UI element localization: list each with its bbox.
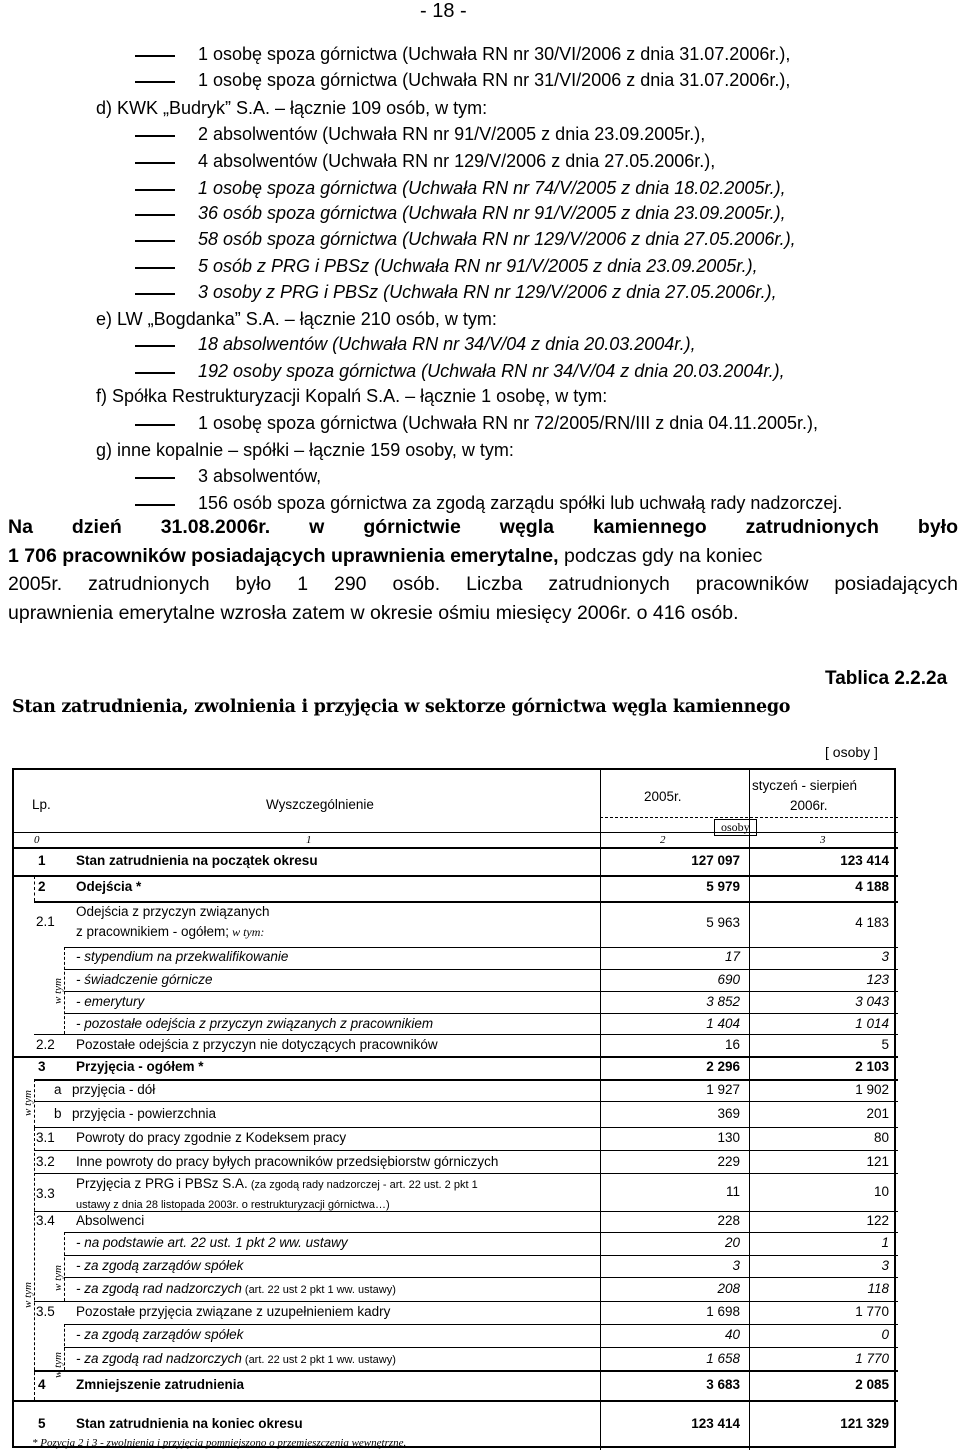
row-value-2005: 228: [717, 1213, 740, 1228]
list-line: 36 osób spoza górnictwa (Uchwała RN nr 91/V/2005 z dnia 23.09.2005r.),: [198, 203, 786, 223]
row-separator: [34, 1079, 898, 1081]
row-label: [76, 1377, 244, 1392]
employment-table: [12, 768, 896, 1448]
table-title: Stan zatrudnienia, zwolnienia i przyjęcia w sektorze górnictwa węgla kamiennego: [12, 697, 791, 717]
list-dash: [135, 81, 175, 83]
row-label-note: (art. 22 ust 2 pkt 1 ww. ustawy): [241, 1353, 396, 1366]
row-label: [76, 1327, 243, 1342]
row-label-text: - świadczenie górnicze: [76, 972, 213, 987]
row-value-2005: 1 698: [706, 1304, 740, 1319]
row-label: [76, 879, 141, 894]
paragraph-line-1: Na dzień 31.08.2006r. w górnictwie węgla kamiennego zatrudnionych było: [8, 516, 958, 538]
row-lp: 3: [38, 1059, 46, 1074]
row-separator: [34, 1101, 898, 1102]
row-label: [76, 1130, 346, 1145]
list-line: 156 osób spoza górnictwa za zgodą zarządu spółki lub uchwałą rady nadzorczej.: [198, 493, 843, 513]
row-lp: 3.3: [36, 1186, 55, 1201]
gutter-line: [64, 1232, 65, 1301]
list-line: 1 osobę spoza górnictwa (Uchwała RN nr 31/VI/2006 z dnia 31.07.2006r.),: [198, 70, 791, 90]
row-label: [76, 1235, 348, 1250]
row-value-2005: 5 979: [706, 879, 740, 894]
row-label: [76, 1016, 433, 1031]
row-separator: [14, 1056, 898, 1058]
paragraph-line-4: uprawnienia emerytalne wzrosła zatem w okresie ośmiu miesięcy 2006r. o 416 osób.: [8, 602, 739, 625]
row-lp: 2: [38, 879, 46, 894]
row-separator: [34, 1034, 898, 1035]
row-label: [76, 1416, 303, 1431]
row-label-text: - na podstawie art. 22 ust. 1 pkt 2 ww. ustawy: [76, 1235, 348, 1250]
header-unit-box: osoby: [714, 819, 757, 836]
list-line: 3 osoby z PRG i PBSz (Uchwała RN nr 129/V/2006 z dnia 27.05.2006r.),: [198, 282, 777, 302]
list-line: 1 osobę spoza górnictwa (Uchwała RN nr 74/V/2005 z dnia 18.02.2005r.),: [198, 178, 786, 198]
paragraph-line-3: 2005r. zatrudnionych było 1 290 osób. Liczba zatrudnionych pracowników posiadających: [8, 573, 958, 596]
table-number: Tablica 2.2.2a: [825, 668, 948, 689]
row-lp: 5: [38, 1415, 46, 1431]
row-value-2006: 3: [881, 1257, 889, 1273]
row-value-2005: 1 404: [706, 1015, 740, 1031]
row-separator: [64, 1347, 898, 1348]
row-separator: [34, 1127, 898, 1128]
paragraph-line-2-rest: podczas gdy na koniec: [558, 544, 763, 567]
row-label: [76, 853, 318, 868]
row-value-2006: 123: [866, 972, 889, 987]
row-label: [76, 1037, 438, 1052]
row-lp: 4: [38, 1377, 46, 1392]
row-value-2006: 121: [866, 1153, 889, 1169]
row-separator: [64, 1013, 898, 1014]
row-label-text: Odejścia *: [76, 879, 142, 894]
row-separator: [64, 1277, 898, 1278]
list-dash: [135, 267, 175, 269]
row-label-text: Odejścia z przyczyn związanych: [76, 904, 270, 919]
row-label2-note: w tym:: [229, 925, 265, 939]
row-value-2005: 690: [717, 972, 740, 987]
list-dash: [135, 372, 175, 374]
list-line: 1 osobę spoza górnictwa (Uchwała RN nr 30/VI/2006 z dnia 31.07.2006r.),: [198, 44, 791, 64]
row-separator: [34, 1301, 898, 1302]
row-value-2005: 3 852: [706, 993, 740, 1009]
gutter-line: [34, 1128, 35, 1400]
row-lp: 2.1: [36, 914, 55, 929]
row-label: [76, 904, 270, 919]
list-line: 3 absolwentów,: [198, 466, 322, 486]
row-label: [76, 1258, 243, 1273]
row-label: [76, 1213, 144, 1228]
row-lp: 3.4: [36, 1213, 55, 1228]
row-label-text: Pozostałe odejścia z przyczyn nie dotyczących pracowników: [76, 1036, 438, 1052]
list-dash: [135, 424, 175, 426]
row-label-text: Absolwenci: [76, 1213, 145, 1228]
row-separator: [14, 875, 898, 877]
row-label: [76, 949, 288, 964]
row-label: [76, 1154, 498, 1169]
page-number: - 18 -: [420, 0, 467, 22]
row-label2-text: z pracownikiem - ogółem;: [76, 924, 230, 939]
list-dash: [135, 162, 175, 164]
row-label-text: Stan zatrudnienia na początek okresu: [76, 853, 318, 868]
row-value-2005: 229: [717, 1153, 740, 1169]
list-line: 4 absolwentów (Uchwała RN nr 129/V/2006 z dnia 27.05.2006r.),: [198, 151, 716, 171]
list-line: e) LW „Bogdanka” S.A. – łącznie 210 osób, w tym:: [96, 309, 497, 329]
w-tym-label: w tym: [52, 1265, 64, 1291]
list-line: 1 osobę spoza górnictwa (Uchwała RN nr 72/2005/RN/III z dnia 04.11.2005r.),: [198, 413, 819, 433]
index-2: 2: [660, 834, 666, 846]
row-lp: 3.2: [36, 1153, 55, 1169]
list-line: 192 osoby spoza górnictwa (Uchwała RN nr 34/V/04 z dnia 20.03.2004r.),: [198, 361, 785, 381]
gutter-line: [64, 1324, 65, 1370]
w-tym-label: w tym: [52, 1352, 64, 1378]
row-value-2006: 201: [866, 1106, 889, 1121]
row-label-text: - za zgodą rad nadzorczych: [76, 1350, 242, 1366]
row-label-text: Pozostałe przyjęcia związane z uzupełnieniem kadry: [76, 1304, 391, 1319]
row-value-2006: 2 085: [855, 1377, 889, 1392]
row-value-2005: 5 963: [706, 915, 740, 930]
row-value-2006: 118: [867, 1280, 889, 1296]
row-value-2005: 20: [724, 1235, 740, 1250]
row-separator: [34, 901, 898, 903]
list-line: 58 osób spoza górnictwa (Uchwała RN nr 129/V/2006 z dnia 27.05.2006r.),: [198, 229, 796, 249]
row-value-2006: 123 414: [840, 853, 889, 868]
row-separator: [14, 1400, 898, 1402]
list-dash: [135, 240, 175, 242]
header-line: [14, 832, 898, 833]
row-value-2005: 11: [725, 1183, 740, 1199]
row-lp: 1: [38, 853, 46, 868]
row-label-text: - emerytury: [76, 993, 145, 1009]
row-label-text: - za zgodą zarządów spółek: [76, 1327, 244, 1342]
row-label: [76, 1351, 396, 1366]
row-value-2005: 1 658: [706, 1350, 740, 1366]
row-value-2006: 1 770: [855, 1304, 889, 1319]
row-label-text: Przyjęcia z PRG i PBSz S.A.: [76, 1176, 248, 1191]
row-label-text: Powroty do pracy zgodnie z Kodeksem pracy: [76, 1130, 347, 1145]
row-label-text: przyjęcia - powierzchnia: [72, 1106, 217, 1121]
row-value-2006: 122: [866, 1213, 889, 1228]
paragraph-line-2-bold: 1 706 pracowników posiadających uprawnienia emerytalne,: [8, 544, 559, 567]
list-dash: [135, 135, 175, 137]
row-separator: [64, 947, 898, 948]
row-value-2006: 1 014: [855, 1015, 889, 1031]
list-line: 5 osób z PRG i PBSz (Uchwała RN nr 91/V/2005 z dnia 23.09.2005r.),: [198, 256, 758, 276]
row-label: [76, 994, 144, 1009]
row-value-2005: 130: [717, 1130, 740, 1145]
row-label: [76, 1176, 478, 1191]
list-dash: [135, 189, 175, 191]
list-line: 18 absolwentów (Uchwała RN nr 34/V/04 z dnia 20.03.2004r.),: [198, 334, 696, 354]
row-value-2005: 123 414: [691, 1415, 740, 1431]
header-lp: Lp.: [32, 797, 51, 812]
gutter-line: [34, 1079, 35, 1128]
list-line: d) KWK „Budryk” S.A. – łącznie 109 osób, w tym:: [96, 98, 488, 118]
unit-label: [ osoby ]: [825, 744, 878, 760]
row-value-2005: 3: [732, 1257, 740, 1273]
row-value-2006: 1 770: [855, 1350, 889, 1366]
row-value-2005: 369: [717, 1106, 740, 1121]
row-separator: [34, 1173, 898, 1174]
row-value-2005: 2 296: [706, 1059, 740, 1074]
index-3: 3: [820, 834, 826, 846]
row-label: [72, 1082, 155, 1097]
gutter-line: [34, 876, 35, 901]
row-value-2005: 17: [724, 949, 740, 964]
row-lp: 3.5: [36, 1304, 55, 1319]
row-lp: b: [54, 1106, 62, 1121]
list-line: f) Spółka Restrukturyzacji Kopalń S.A. – łącznie 1 osobę, w tym:: [96, 386, 608, 406]
w-tym-label: w tym: [22, 1282, 34, 1308]
header-2006-year: 2006r.: [790, 798, 828, 813]
row-separator: [64, 991, 898, 992]
index-line: [14, 847, 898, 849]
row-label-text: - pozostałe odejścia z przyczyn związanych z pracownikiem: [76, 1015, 434, 1031]
row-label-text: Zmniejszenie zatrudnienia: [76, 1377, 245, 1392]
gutter-line: [64, 947, 65, 1034]
list-dash: [135, 477, 175, 479]
row-lp: a: [54, 1082, 62, 1097]
w-tym-label: w tym: [52, 978, 64, 1004]
list-line: g) inne kopalnie – spółki – łącznie 159 osoby, w tym:: [96, 440, 514, 460]
list-dash: [135, 293, 175, 295]
row-value-2005: 40: [724, 1327, 740, 1342]
header-2006-period: styczeń - sierpień: [752, 778, 858, 793]
row-label-text: Stan zatrudnienia na koniec okresu: [76, 1415, 303, 1431]
row-label-text: - stypendium na przekwalifikowanie: [76, 949, 289, 964]
header-2005: 2005r.: [644, 789, 682, 804]
row-value-2006: 121 329: [840, 1415, 889, 1431]
row-lp: 2.2: [36, 1036, 55, 1052]
table-footnote: * Pozycja 2 i 3 - zwolnienia i przyjęcia pomniejszono o przemieszczenia wewnętrzne.: [32, 1437, 407, 1449]
row-value-2006: 5: [881, 1036, 889, 1052]
row-label-note: (art. 22 ust 2 pkt 1 ww. ustawy): [241, 1283, 396, 1296]
row-value-2006: 1 902: [855, 1082, 889, 1097]
w-tym-label: w tym: [22, 1090, 34, 1116]
row-value-2006: 2 103: [855, 1059, 889, 1074]
row-value-2006: 3: [881, 949, 889, 964]
row-label: [76, 1059, 204, 1074]
row-separator: [34, 1211, 898, 1212]
row-label: [76, 972, 213, 987]
row-label: [76, 1304, 390, 1319]
row-value-2006: 0: [881, 1327, 889, 1342]
row-value-2005: 3 683: [706, 1377, 740, 1392]
row-label2-text: ustawy z dnia 28 listopada 2003r. o restrukturyzacji górnictwa…): [76, 1199, 390, 1211]
row-value-2006: 4 188: [855, 879, 889, 894]
row-label-line2: [76, 924, 264, 940]
row-label: [72, 1106, 216, 1121]
row-separator: [64, 969, 898, 970]
index-1: 1: [306, 834, 312, 846]
row-value-2006: 10: [873, 1183, 889, 1199]
summary-paragraph: [8, 513, 958, 628]
row-value-2005: 127 097: [691, 853, 740, 868]
row-label-text: - za zgodą rad nadzorczych: [76, 1280, 242, 1296]
paragraph-line-2: [8, 542, 958, 571]
row-label-line2: [76, 1196, 390, 1211]
row-value-2006: 4 183: [855, 915, 889, 930]
header-description: Wyszczególnienie: [266, 797, 374, 812]
row-label-text: - za zgodą zarządów spółek: [76, 1257, 244, 1273]
row-separator: [34, 1150, 898, 1151]
row-value-2005: 208: [717, 1280, 740, 1296]
index-0: 0: [34, 834, 40, 846]
row-label: [76, 1281, 396, 1296]
row-value-2005: 16: [724, 1036, 740, 1052]
row-lp: 3.1: [36, 1130, 55, 1145]
list-dash: [135, 55, 175, 57]
row-value-2006: 3 043: [855, 993, 889, 1009]
row-label-text: Przyjęcia - ogółem *: [76, 1059, 204, 1074]
row-separator: [34, 1370, 898, 1372]
row-separator: [64, 1324, 898, 1325]
list-dash: [135, 504, 175, 506]
row-label-note: (za zgodą rady nadzorczej - art. 22 ust. 2 pkt 1: [247, 1179, 478, 1191]
row-separator: [64, 1255, 898, 1256]
row-label-text: Inne powroty do pracy byłych pracowników przedsiębiorstw górniczych: [76, 1153, 499, 1169]
row-value-2006: 80: [873, 1130, 889, 1145]
list-dash: [135, 214, 175, 216]
list-line: 2 absolwentów (Uchwała RN nr 91/V/2005 z dnia 23.09.2005r.),: [198, 124, 706, 144]
row-separator: [64, 1232, 898, 1233]
row-value-2006: 1: [881, 1235, 889, 1250]
list-dash: [135, 345, 175, 347]
row-value-2005: 1 927: [706, 1082, 740, 1097]
row-label-text: przyjęcia - dół: [72, 1082, 156, 1097]
